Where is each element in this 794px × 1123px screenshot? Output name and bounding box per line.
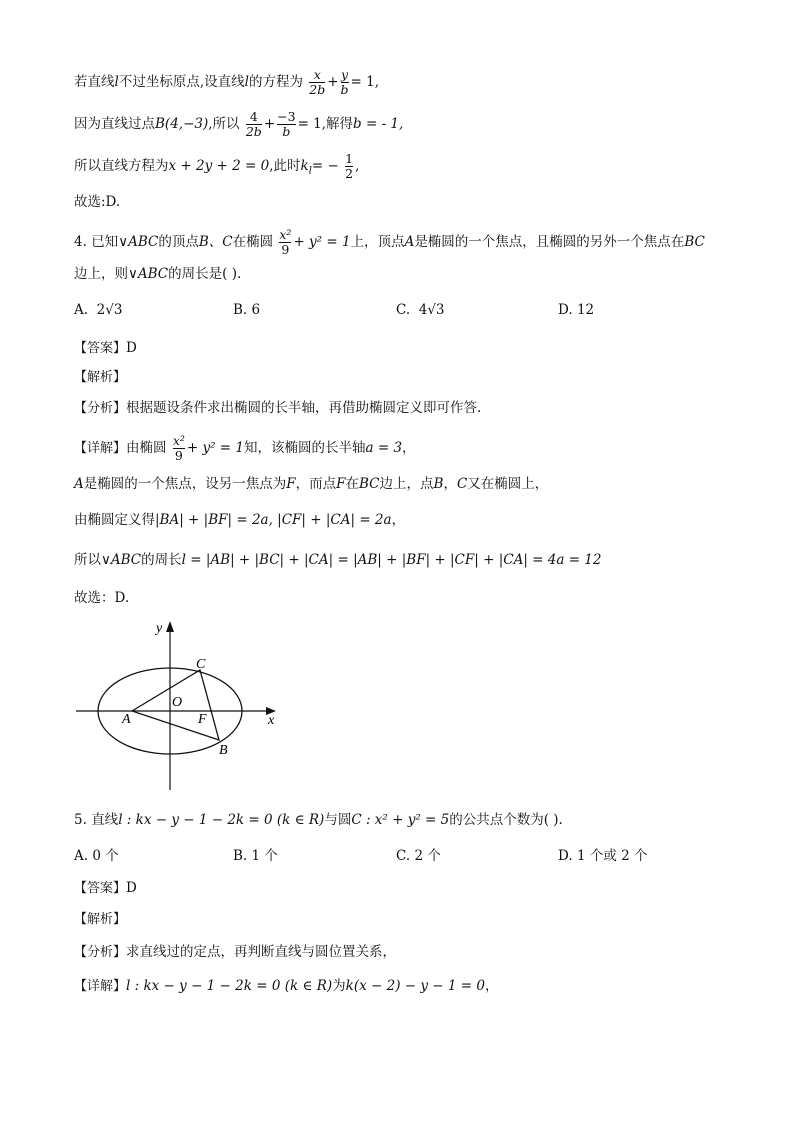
fraction: $\frac{\text{x²}}{9}$ xyxy=(172,433,185,463)
q4-option-d: D. 12 xyxy=(558,302,595,318)
text: 若直线 xyxy=(74,74,115,90)
q5-option-a: A. 0 个 xyxy=(74,848,119,864)
ellipse-figure xyxy=(72,618,282,793)
question-5: 5. 直线l : kx − y − 1 − 2k = 0 (k ∈ R)与圆C : x² + y² = 5的公共点个数为( ). xyxy=(74,812,563,828)
question-4-cont: 边上，则∨ABC的周长是( ). xyxy=(74,266,242,282)
label-b: B xyxy=(219,743,228,758)
fraction: $\frac{-3}{b}$ xyxy=(277,109,296,139)
label-c: C xyxy=(196,657,206,672)
q4-option-b: B. 6 xyxy=(233,302,261,318)
q5-answer: 【答案】D xyxy=(74,880,137,896)
q5-option-d: D. 1 个或 2 个 xyxy=(558,848,648,864)
q4-option-c: C. 4√3 xyxy=(396,302,445,318)
label-o: O xyxy=(172,695,183,710)
point-b: B(4,−3) xyxy=(155,116,209,132)
q4-detail: 【详解】由椭圆 $\frac{\text{x²}}{9}$ + y² = 1知，该椭圆的长半轴a = 3， xyxy=(74,433,416,463)
q5-detail: 【详解】l : kx − y − 1 − 2k = 0 (k ∈ R)为k(x − 2) − y − 1 = 0， xyxy=(74,978,499,994)
fraction: $\frac{x}{2b}$ xyxy=(309,67,326,97)
solution-line-2: 因为直线过点B(4,−3),所以 $\frac{4}{2b}$ + $\frac{-3}{b}$ = 1,解得b = - 1, xyxy=(74,109,404,139)
q4-analysis: 【分析】根据题设条件求出椭圆的长半轴，再借助椭圆定义即可作答. xyxy=(74,400,482,416)
q4-detail-3: 由椭圆定义得|BA| + |BF| = 2a, |CF| + |CA| = 2a， xyxy=(74,512,406,528)
fraction: $\frac{4}{2b}$ xyxy=(245,109,262,139)
q5-option-b: B. 1 个 xyxy=(233,848,278,864)
q4-option-a: A. 2√3 xyxy=(74,302,123,318)
q4-detail-2: A是椭圆的一个焦点，设另一焦点为F，而点F在BC边上，点B，C又在椭圆上， xyxy=(74,476,549,492)
answer-choice-line: 故选:D. xyxy=(74,194,121,210)
fraction: $\frac{1}{2}$ xyxy=(345,151,354,181)
var-l: l xyxy=(114,74,119,90)
q4-choice: 故选：D. xyxy=(74,590,130,606)
label-a: A xyxy=(122,712,131,727)
q4-detail-4: 所以∨ABC的周长l = |AB| + |BC| + |CA| = |AB| + |BF| + |CF| + |CA| = 4a = 12 xyxy=(74,552,602,568)
var-l: l xyxy=(244,74,249,90)
y-axis-arrow xyxy=(166,621,174,632)
text: 不过坐标原点,设直线 xyxy=(118,74,245,90)
q5-analysis: 【分析】求直线过的定点，再判断直线与圆位置关系， xyxy=(74,944,397,960)
text: = 1, xyxy=(350,74,380,90)
solution-line-3: 所以直线方程为x + 2y + 2 = 0,此时$k_l=$ − $\frac{1}{2}$ , xyxy=(74,151,360,181)
q5-analysis-header: 【解析】 xyxy=(74,912,127,927)
q4-answer: 【答案】D xyxy=(74,340,137,356)
question-4: 4. 已知∨ABC的顶点B、C在椭圆 $\frac{\text{x²}}{9}$ + y² = 1上，顶点A是椭圆的一个焦点，且椭圆的另外一个焦点在BC xyxy=(74,227,705,257)
label-y: y xyxy=(156,621,163,636)
label-x: x xyxy=(268,713,275,728)
label-f: F xyxy=(198,712,207,727)
text: 的方程为 xyxy=(248,74,303,90)
solution-line-1: 若直线l不过坐标原点,设直线l的方程为 $\frac{x}{2b}$ + $\frac{y}{b}$ = 1, xyxy=(74,67,380,97)
q4-analysis-header: 【解析】 xyxy=(74,370,127,385)
q5-option-c: C. 2 个 xyxy=(396,848,441,864)
fraction: $\frac{y}{b}$ xyxy=(340,67,349,97)
fraction: $\frac{\text{x²}}{9}$ xyxy=(279,227,292,257)
